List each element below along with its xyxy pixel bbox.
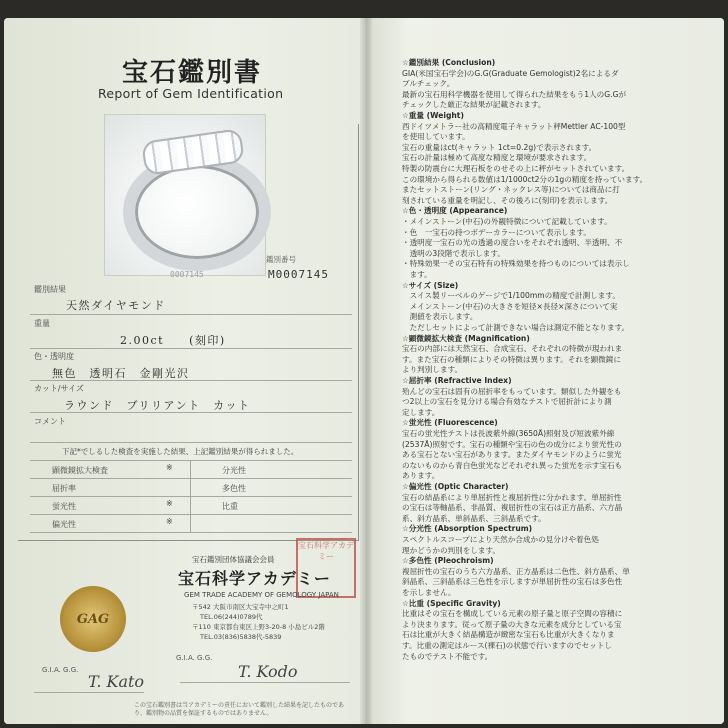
explanation-line: スイス製リーベルのゲージで1/100mmの精度で計測します。	[402, 291, 620, 301]
explanation-line: あります。	[402, 471, 440, 481]
explanation-line: 宝石の計量は極めて高度な精度と環境が要求されます。	[402, 153, 592, 163]
address-tokyo: 〒110 東京都台東区上野3-20-8 小島ビル2階	[192, 623, 325, 631]
booklet-spine	[360, 18, 372, 724]
test-fluorescence: 蛍光性	[52, 502, 76, 511]
section-heading: ☆屈折率 (Refractive Index)	[402, 376, 512, 385]
sig-line-1	[34, 692, 144, 693]
section-heading: ☆顕微鏡拡大検査 (Magnification)	[402, 333, 530, 343]
explanation-line: 宝石の結晶系により単屈折性と複屈折性に分かれます。単屈折性	[402, 492, 622, 502]
result-value: 天然ダイヤモンド	[66, 299, 166, 312]
explanation-line: チェックした厳正な結果が記載されます。	[402, 100, 546, 110]
result-label: 鑑別結果	[34, 285, 66, 294]
gag-logo	[60, 586, 126, 652]
explanation-line: GIA(米国宝石学会)のG.G(Graduate Gemologist)2名によるダ	[402, 68, 619, 78]
photo-number: 0007145	[170, 270, 204, 279]
section-heading: ☆重量 (Weight)	[402, 111, 464, 120]
color-label: 色・透明度	[34, 352, 74, 361]
test-optic-character: 偏光性	[52, 520, 76, 529]
explanation-line: ブルチェック。	[402, 79, 455, 89]
disclaimer: この宝石鑑別書は当アカデミーの責任において鑑別した結果を記したものであり、鑑別物の品質を保証するものではありません。	[134, 702, 344, 717]
association-label: 宝石鑑別団体協議会会員	[192, 555, 275, 564]
explanation-line: 比重はその宝石を構成している元素の原子量と原子空間の容積に	[402, 609, 623, 619]
explanation-line: 宝石の内部には天然宝石、合成宝石、それぞれの特徴が現われま	[402, 344, 623, 354]
divider	[30, 412, 352, 413]
title-en: Report of Gem Identification	[98, 86, 284, 101]
explanation-line: より判別します。	[402, 365, 463, 375]
academy-name-jp: 宝石科学アカデミー	[178, 569, 331, 588]
divider	[30, 380, 352, 381]
address-osaka: 〒542 大阪市南区大宝寺中之町1	[192, 603, 289, 611]
cert-no-label: 鑑別番号	[266, 255, 296, 264]
divider	[30, 314, 352, 315]
explanation-line: す。比重の測定はルース(裸石)の状態で行いますのでセットし	[402, 641, 612, 650]
cut-value: ラウンド ブリリアント カット	[64, 399, 251, 412]
explanation-line: より決まります。従って原子量の大きな元素を成分としている宝	[402, 619, 622, 629]
explanation-line: 宝石の重量はct(キャラット 1ct=0.2g)で表示されます。	[402, 142, 597, 152]
certificate-booklet	[4, 18, 724, 724]
test-mark: ※	[166, 463, 173, 472]
tel-tokyo: TEL.03(836)5838代-5839	[200, 633, 282, 641]
sig-label-1: G.I.A. G.G.	[42, 666, 79, 674]
test-refractive-index: 屈折率	[52, 484, 76, 493]
sig-line-2	[180, 682, 350, 683]
academy-name-en: GEM TRADE ACADEMY OF GEMOLOGY JAPAN	[184, 591, 339, 599]
test-magnification: 顕微鏡拡大検査	[52, 466, 108, 475]
explanation-line: 特製の防震台に大理石板をのせその上に秤がセットされています。	[402, 164, 630, 173]
explanation-line: のないものから青白色蛍光などそれぞれ異った蛍光を示す宝石も	[402, 460, 623, 470]
explanation-line: 系、斜方晶系、単斜晶系、三斜晶系です。	[402, 513, 546, 523]
explanation-line: たものでテスト不能です。	[402, 651, 493, 661]
test-specific-gravity: 比重	[222, 502, 238, 511]
explanation-line: 西ドイツメトラー社の高精度電子キャラット秤Mettler AC-100型	[402, 121, 626, 131]
color-value: 無色 透明石 金剛光沢	[52, 367, 190, 380]
explanation-line: (2537Å)照射です。宝石の種類や宝石の色の成分により蛍光性の	[402, 439, 622, 449]
test-grid-bottom	[30, 532, 352, 533]
explanation-line: ・特殊効果一その宝石特有の特殊効果を持つものについては表示し	[402, 259, 630, 269]
explanation-line: またセットストーン(リング・ネックレス等)については商品に打	[402, 185, 620, 195]
left-page	[4, 18, 366, 724]
cert-no: M0007145	[268, 268, 329, 281]
explanation-line: の宝石は等軸晶系、非晶質、複屈折性の宝石は正方晶系、六方晶	[402, 503, 623, 513]
explanation-line: ・メインストーン(中石)の外観特徴について記載しています。	[402, 217, 612, 226]
weight-label: 重量	[34, 319, 50, 328]
explanation-line: 刻されている重量を明記し、その後ろに(刻印)を表示します。	[402, 195, 613, 205]
explanation-line: 測値を表示します。	[402, 312, 478, 322]
divider	[30, 442, 352, 443]
explanation-line: ただしセットによって計測できない場合は測定不能となります。	[402, 323, 630, 332]
explanation-line: ある宝石とない宝石があります。またダイヤモンドのように蛍光	[402, 450, 622, 460]
gem-photo	[104, 114, 266, 276]
signature-2: T. Kodo	[238, 662, 298, 681]
test-grid-row	[30, 496, 352, 497]
test-spectrum: 分光性	[222, 466, 246, 475]
explanation-line: ・色 一宝石の持つボデーカラーについて表示します。	[402, 227, 591, 237]
cut-label: カット/サイズ	[34, 384, 84, 393]
section-heading: ☆鑑別結果 (Conclusion)	[402, 58, 496, 67]
explanation-line: 透明の3段階で表示します。	[402, 248, 505, 258]
title-jp: 宝石鑑別書	[122, 58, 263, 88]
tel-osaka: TEL.06(244)0789代	[200, 613, 263, 621]
logo-text: GAG	[76, 611, 110, 627]
explanation-line: 定します。	[402, 407, 440, 417]
explanation-line: 宝石の蛍光性テストは長波紫外線(3650Å)照射及び短波紫外線	[402, 429, 615, 438]
explanation-line: ます。	[402, 270, 432, 279]
explanation-line: スペクトルスコープにより天然か合成かの見分けや着色処	[402, 535, 599, 544]
section-heading: ☆比重 (Specific Gravity)	[402, 598, 501, 608]
section-heading: ☆色・透明度 (Appearance)	[402, 206, 508, 216]
test-note: 下記*でしるした検査を実施した結果、上記鑑別結果が得られました。	[62, 447, 299, 456]
explanation-line: 殆んどの宝石は固有の屈折率をもっています。類似した外観をも	[402, 386, 622, 396]
explanation-line: 斜晶系、三斜晶系は三色性を示しますが単屈折性の宝石は多色性	[402, 577, 623, 587]
explanation-line: す。また宝石の種類によりその特徴は異ります。それを顕微鏡に	[402, 354, 621, 364]
test-pleochroism: 多色性	[222, 484, 246, 493]
explanation-line: つ2以上の宝石を見分ける場合有効なテストで屈折計により測	[402, 397, 612, 407]
explanation-line: この環境から得られる数値は1/1000ct2分の1gの精度を持っています。	[402, 174, 648, 184]
test-mark: ※	[166, 517, 173, 526]
test-grid-top	[30, 460, 352, 461]
sig-label-2: G.I.A. G.G.	[176, 654, 213, 662]
ring-band-icon	[123, 153, 271, 271]
section-heading: ☆分光性 (Absorption Spectrum)	[402, 524, 533, 534]
weight-value: 2.00ct (刻印)	[120, 334, 226, 347]
comment-label: コメント	[34, 417, 66, 426]
explanation-line: 理かどうかの判別をします。	[402, 545, 501, 555]
explanation-line: 石は比重が大きく結晶構造が緻密な宝石も比重が大きくなりま	[402, 630, 615, 640]
section-heading: ☆蛍光性 (Fluorescence)	[402, 418, 498, 428]
section-heading: ☆偏光性 (Optic Character)	[402, 482, 509, 491]
test-mark: ※	[166, 499, 173, 508]
section-heading: ☆多色性 (Pleochroism)	[402, 556, 494, 566]
explanation-line: 複屈折性の宝石のうち六方晶系、正方晶系は二色性、斜方晶系、単	[402, 566, 630, 576]
explanation-line: を使用しています。	[402, 132, 470, 142]
explanation-line: ・透明度一宝石の光の透過の度合いをそれぞれ透明、半透明、不	[402, 238, 623, 248]
section-heading: ☆サイズ (Size)	[402, 280, 459, 290]
explanation-line: 最新の宝石用科学機器を使用して得られた結果をもう1人のG.Gが	[402, 89, 627, 99]
explanation-line: メインストーン(中石)の大きさを短径×長径×深さについて実	[402, 301, 618, 311]
explanation-line: を示しません。	[402, 588, 456, 597]
signature-1: T. Kato	[88, 672, 145, 691]
stamp-text: 宝石科学アカデミー	[298, 541, 354, 561]
test-grid-row	[30, 478, 352, 479]
divider	[30, 348, 352, 349]
test-grid-row	[30, 514, 352, 515]
